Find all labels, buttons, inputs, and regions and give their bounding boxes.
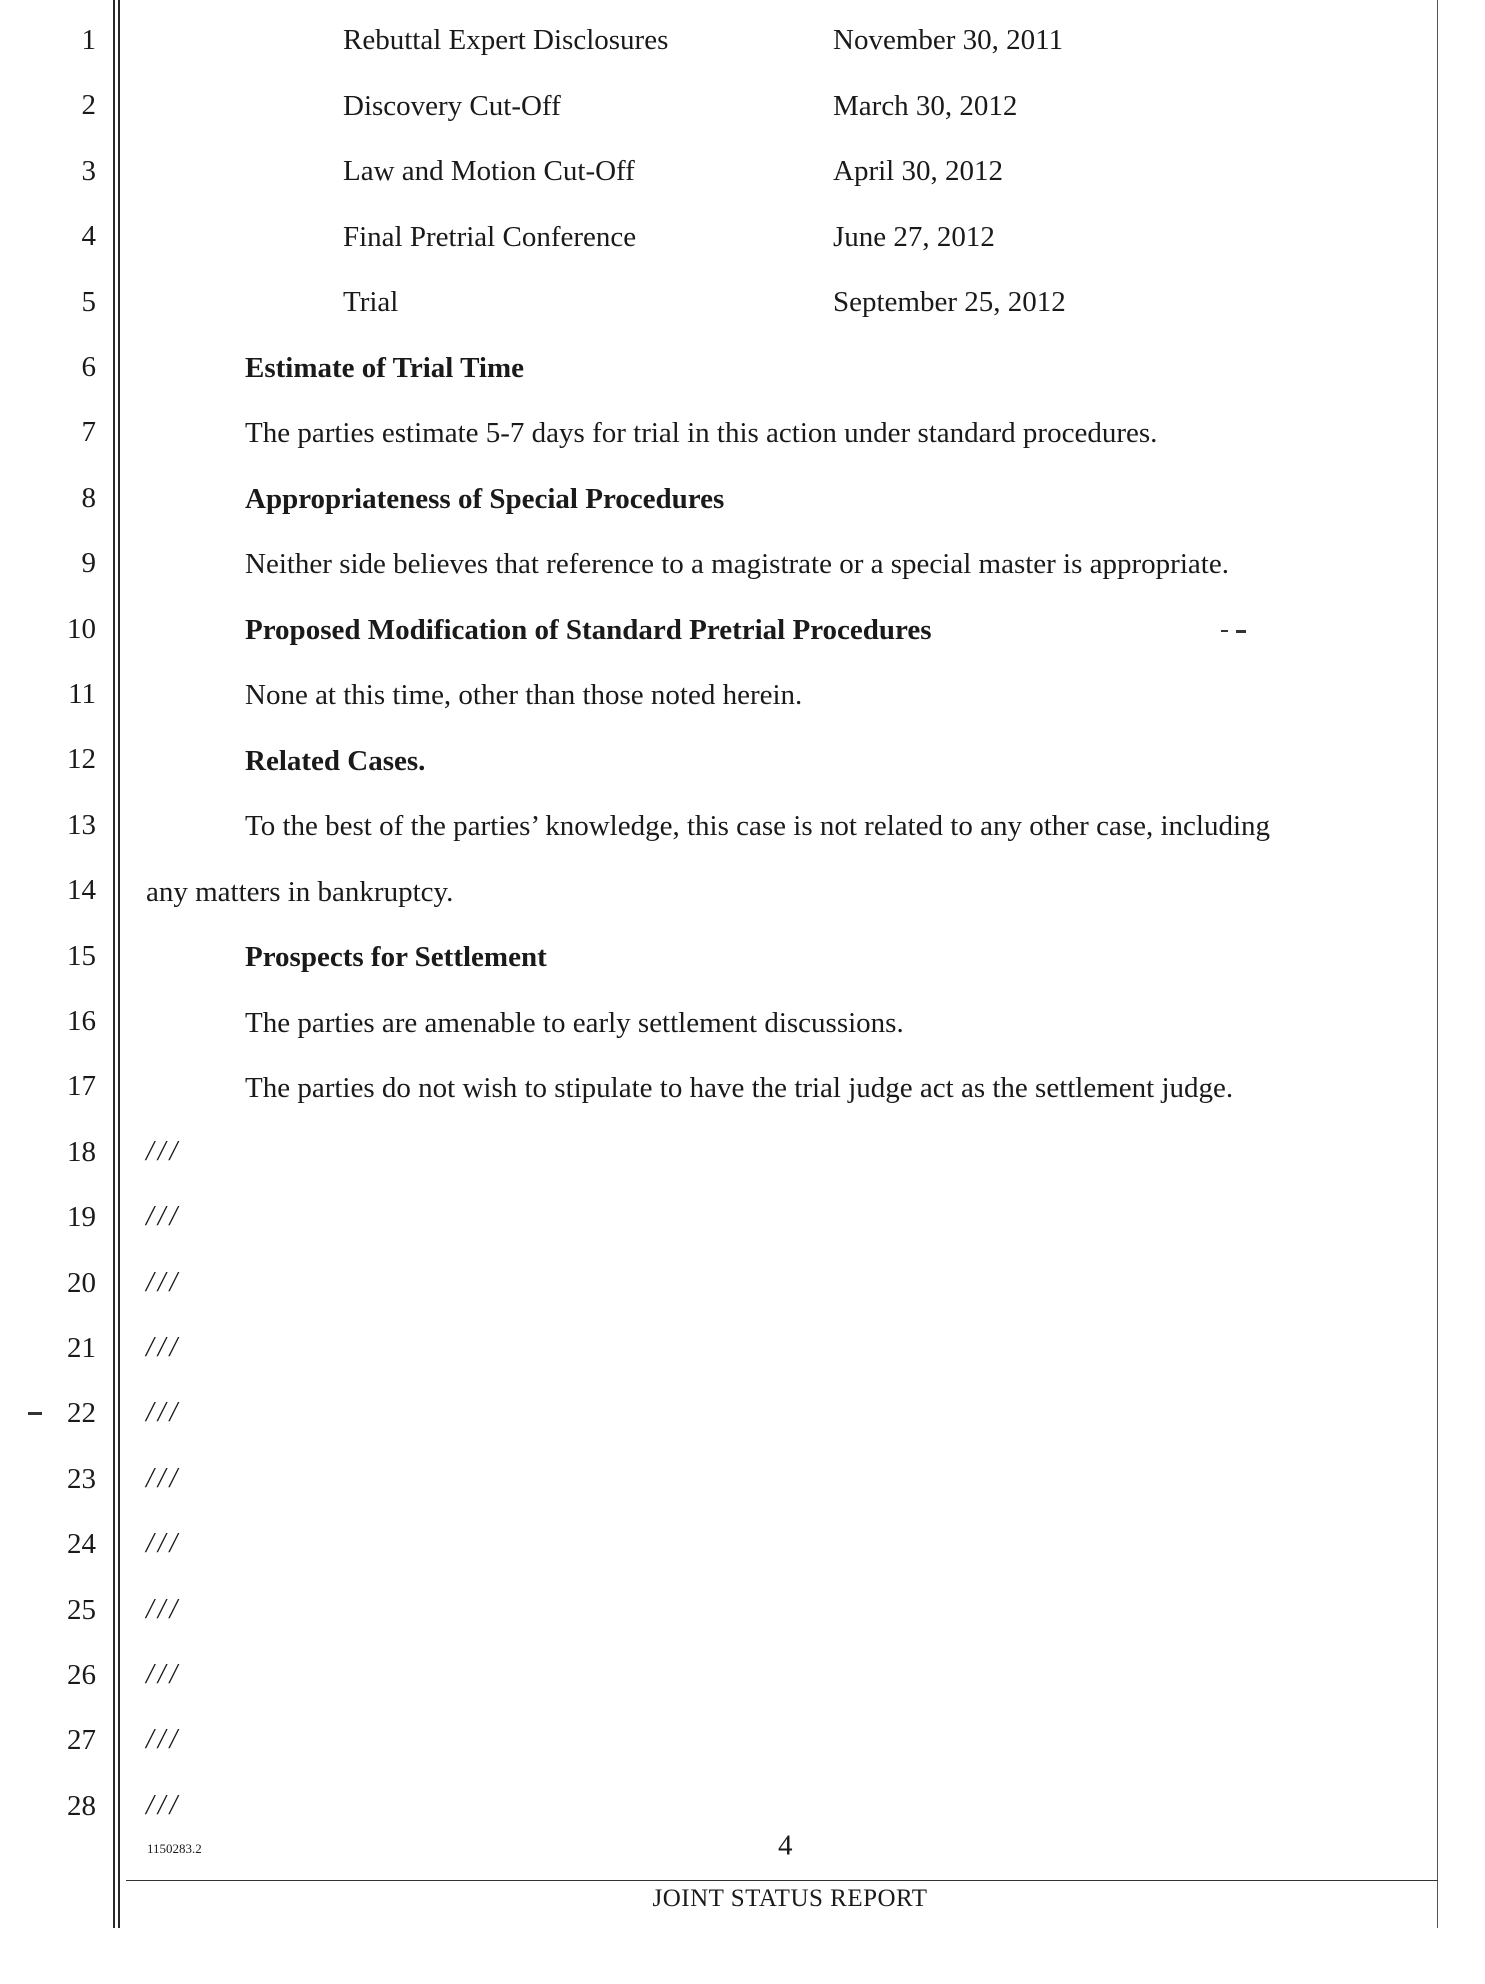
- section-heading: Prospects for Settlement: [245, 941, 547, 973]
- line-number: 14: [67, 874, 96, 907]
- line-number: 24: [67, 1528, 96, 1561]
- line-number: 12: [67, 743, 96, 776]
- section-body: None at this time, other than those noted herein.: [245, 679, 803, 711]
- line-number: 10: [67, 612, 96, 645]
- section-body: Neither side believes that reference to a magistrate or a special master is appropriate.: [245, 548, 1229, 580]
- continuation-slashes: ///: [146, 1135, 182, 1167]
- section-body: The parties are amenable to early settlement discussions.: [245, 1007, 904, 1039]
- line-number: 5: [81, 285, 96, 318]
- continuation-slashes: ///: [146, 1528, 182, 1560]
- continuation-slashes: ///: [146, 1201, 182, 1233]
- continuation-slashes: ///: [146, 1397, 182, 1429]
- line-number: 3: [81, 154, 96, 187]
- page-number: 4: [778, 1829, 793, 1862]
- line-number: 13: [67, 808, 96, 841]
- section-heading: Appropriateness of Special Procedures: [245, 483, 725, 515]
- line-number: 16: [67, 1005, 96, 1037]
- schedule-event: Rebuttal Expert Disclosures: [343, 24, 669, 56]
- left-margin-rule: [113, 0, 115, 1928]
- schedule-date: November 30, 2011: [833, 24, 1064, 56]
- line-number: 8: [81, 481, 96, 514]
- section-body: any matters in bankruptcy.: [146, 876, 454, 908]
- continuation-slashes: ///: [146, 1659, 182, 1690]
- scan-speck: [28, 1412, 42, 1415]
- line-number: 27: [67, 1724, 96, 1757]
- continuation-slashes: ///: [146, 1462, 182, 1494]
- scan-speck: [1221, 630, 1228, 632]
- footer-title: JOINT STATUS REPORT: [652, 1885, 928, 1912]
- document-number: 1150283.2: [147, 1841, 202, 1856]
- line-number: 23: [67, 1462, 96, 1495]
- line-number: 2: [81, 89, 96, 122]
- continuation-slashes: ///: [146, 1266, 182, 1298]
- line-number: 17: [67, 1070, 96, 1103]
- line-number: 20: [67, 1266, 96, 1299]
- line-number: 6: [81, 351, 96, 383]
- line-number: 18: [67, 1135, 96, 1168]
- section-body: The parties estimate 5-7 days for trial in this action under standard procedures.: [245, 417, 1158, 449]
- section-heading: Estimate of Trial Time: [245, 352, 524, 384]
- line-number: 4: [81, 220, 96, 253]
- section-body: To the best of the parties’ knowledge, this case is not related to any other case, including: [245, 810, 1271, 842]
- schedule-event: Discovery Cut-Off: [343, 90, 561, 122]
- line-number: 28: [67, 1789, 96, 1822]
- section-heading: Proposed Modification of Standard Pretrial Procedures: [245, 614, 932, 646]
- schedule-event: Trial: [343, 286, 399, 318]
- line-number: 21: [67, 1332, 96, 1364]
- section-heading: Related Cases.: [245, 745, 426, 777]
- schedule-event: Law and Motion Cut-Off: [343, 155, 635, 187]
- right-margin-rule: [1437, 0, 1438, 1928]
- schedule-date: March 30, 2012: [833, 90, 1018, 122]
- continuation-slashes: ///: [146, 1332, 182, 1363]
- continuation-slashes: ///: [146, 1593, 182, 1625]
- line-number: 7: [81, 416, 96, 449]
- schedule-date: June 27, 2012: [833, 221, 995, 253]
- schedule-date: September 25, 2012: [833, 286, 1066, 318]
- continuation-slashes: ///: [146, 1724, 182, 1756]
- line-number: 11: [68, 678, 96, 710]
- schedule-event: Final Pretrial Conference: [343, 221, 637, 253]
- scan-speck: [1236, 630, 1246, 633]
- line-number: 19: [67, 1201, 96, 1234]
- section-body: The parties do not wish to stipulate to have the trial judge act as the settlement judge.: [245, 1072, 1234, 1104]
- line-number: 25: [67, 1593, 96, 1626]
- line-number: 26: [67, 1659, 96, 1691]
- line-number: 22: [67, 1397, 96, 1430]
- schedule-date: April 30, 2012: [833, 155, 1003, 187]
- footer-rule: [126, 1880, 1438, 1881]
- line-number: 9: [81, 547, 96, 580]
- line-number: 1: [81, 24, 96, 56]
- continuation-slashes: ///: [146, 1789, 182, 1821]
- line-number: 15: [67, 939, 96, 972]
- left-margin-rule: [118, 0, 120, 1928]
